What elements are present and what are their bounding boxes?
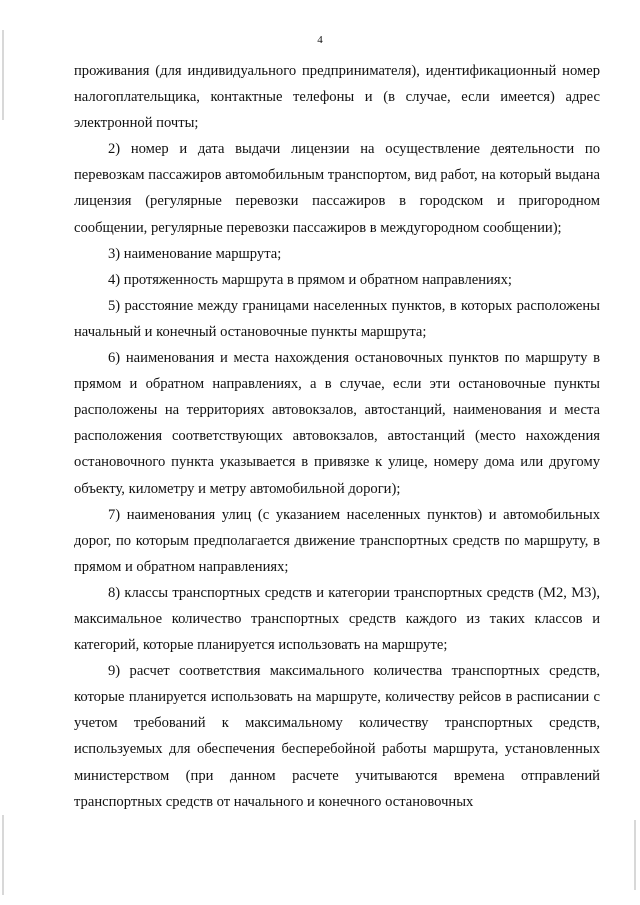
paragraph-item-9: 9) расчет соответствия максимального количества транспортных средств, которые планируется использовать на маршруте, количеству рейсов в расписании с учетом требований к максимальному количеству транспортных средств, используемых для обеспечения бесперебойной работы маршрута, установленных министерством (при данном расчете учитываются времена отправлений транспортных средств от начального и конечного остановочных: [74, 663, 600, 810]
scan-edge-mark: [634, 820, 636, 890]
paragraph-item-4: 4) протяженность маршрута в прямом и обратном направлениях;: [108, 271, 512, 288]
page-number: 4: [317, 34, 323, 46]
paragraph-item-2: 2) номер и дата выдачи лицензии на осуществление деятельности по перевозкам пассажиров автомобильным транспортом, вид работ, на который выдана лицензия (регулярные перевозки пассажиров в городском и пригородном сообщении, регулярные перевозки пассажиров в междугородном сообщении);: [74, 141, 600, 236]
scan-edge-mark: [2, 815, 4, 895]
paragraph-item-5: 5) расстояние между границами населенных пунктов, в которых расположены начальный и конечный остановочные пункты маршрута;: [74, 297, 600, 340]
paragraph-item-8: 8) классы транспортных средств и категории транспортных средств (М2, М3), максимальное количество транспортных средств каждого из таких классов и категорий, которые планируется использовать на маршруте;: [74, 584, 600, 654]
paragraph-item-7: 7) наименования улиц (с указанием населенных пунктов) и автомобильных дорог, по которым предполагается движение транспортных средств по маршруту, в прямом и обратном направлениях;: [74, 506, 600, 575]
paragraph-continuation: проживания (для индивидуального предпринимателя), идентификационный номер налогоплательщика, контактные телефоны и (в случае, если имеется) адрес электронной почты;: [74, 63, 600, 132]
paragraph-item-6: 6) наименования и места нахождения остановочных пунктов по маршруту в прямом и обратном направлениях, а в случае, если эти остановочные пункты расположены на территориях автовокзалов, автостанций, наименования и места расположения соответствующих автовокзалов, автостанций (место нахождения остановочного пункта указывается в привязке к улице, номеру дома или другому объекту, километру и метру автомобильной дороги);: [74, 350, 600, 497]
document-body: [74, 58, 600, 815]
paragraph-item-3: 3) наименование маршрута;: [108, 245, 282, 262]
